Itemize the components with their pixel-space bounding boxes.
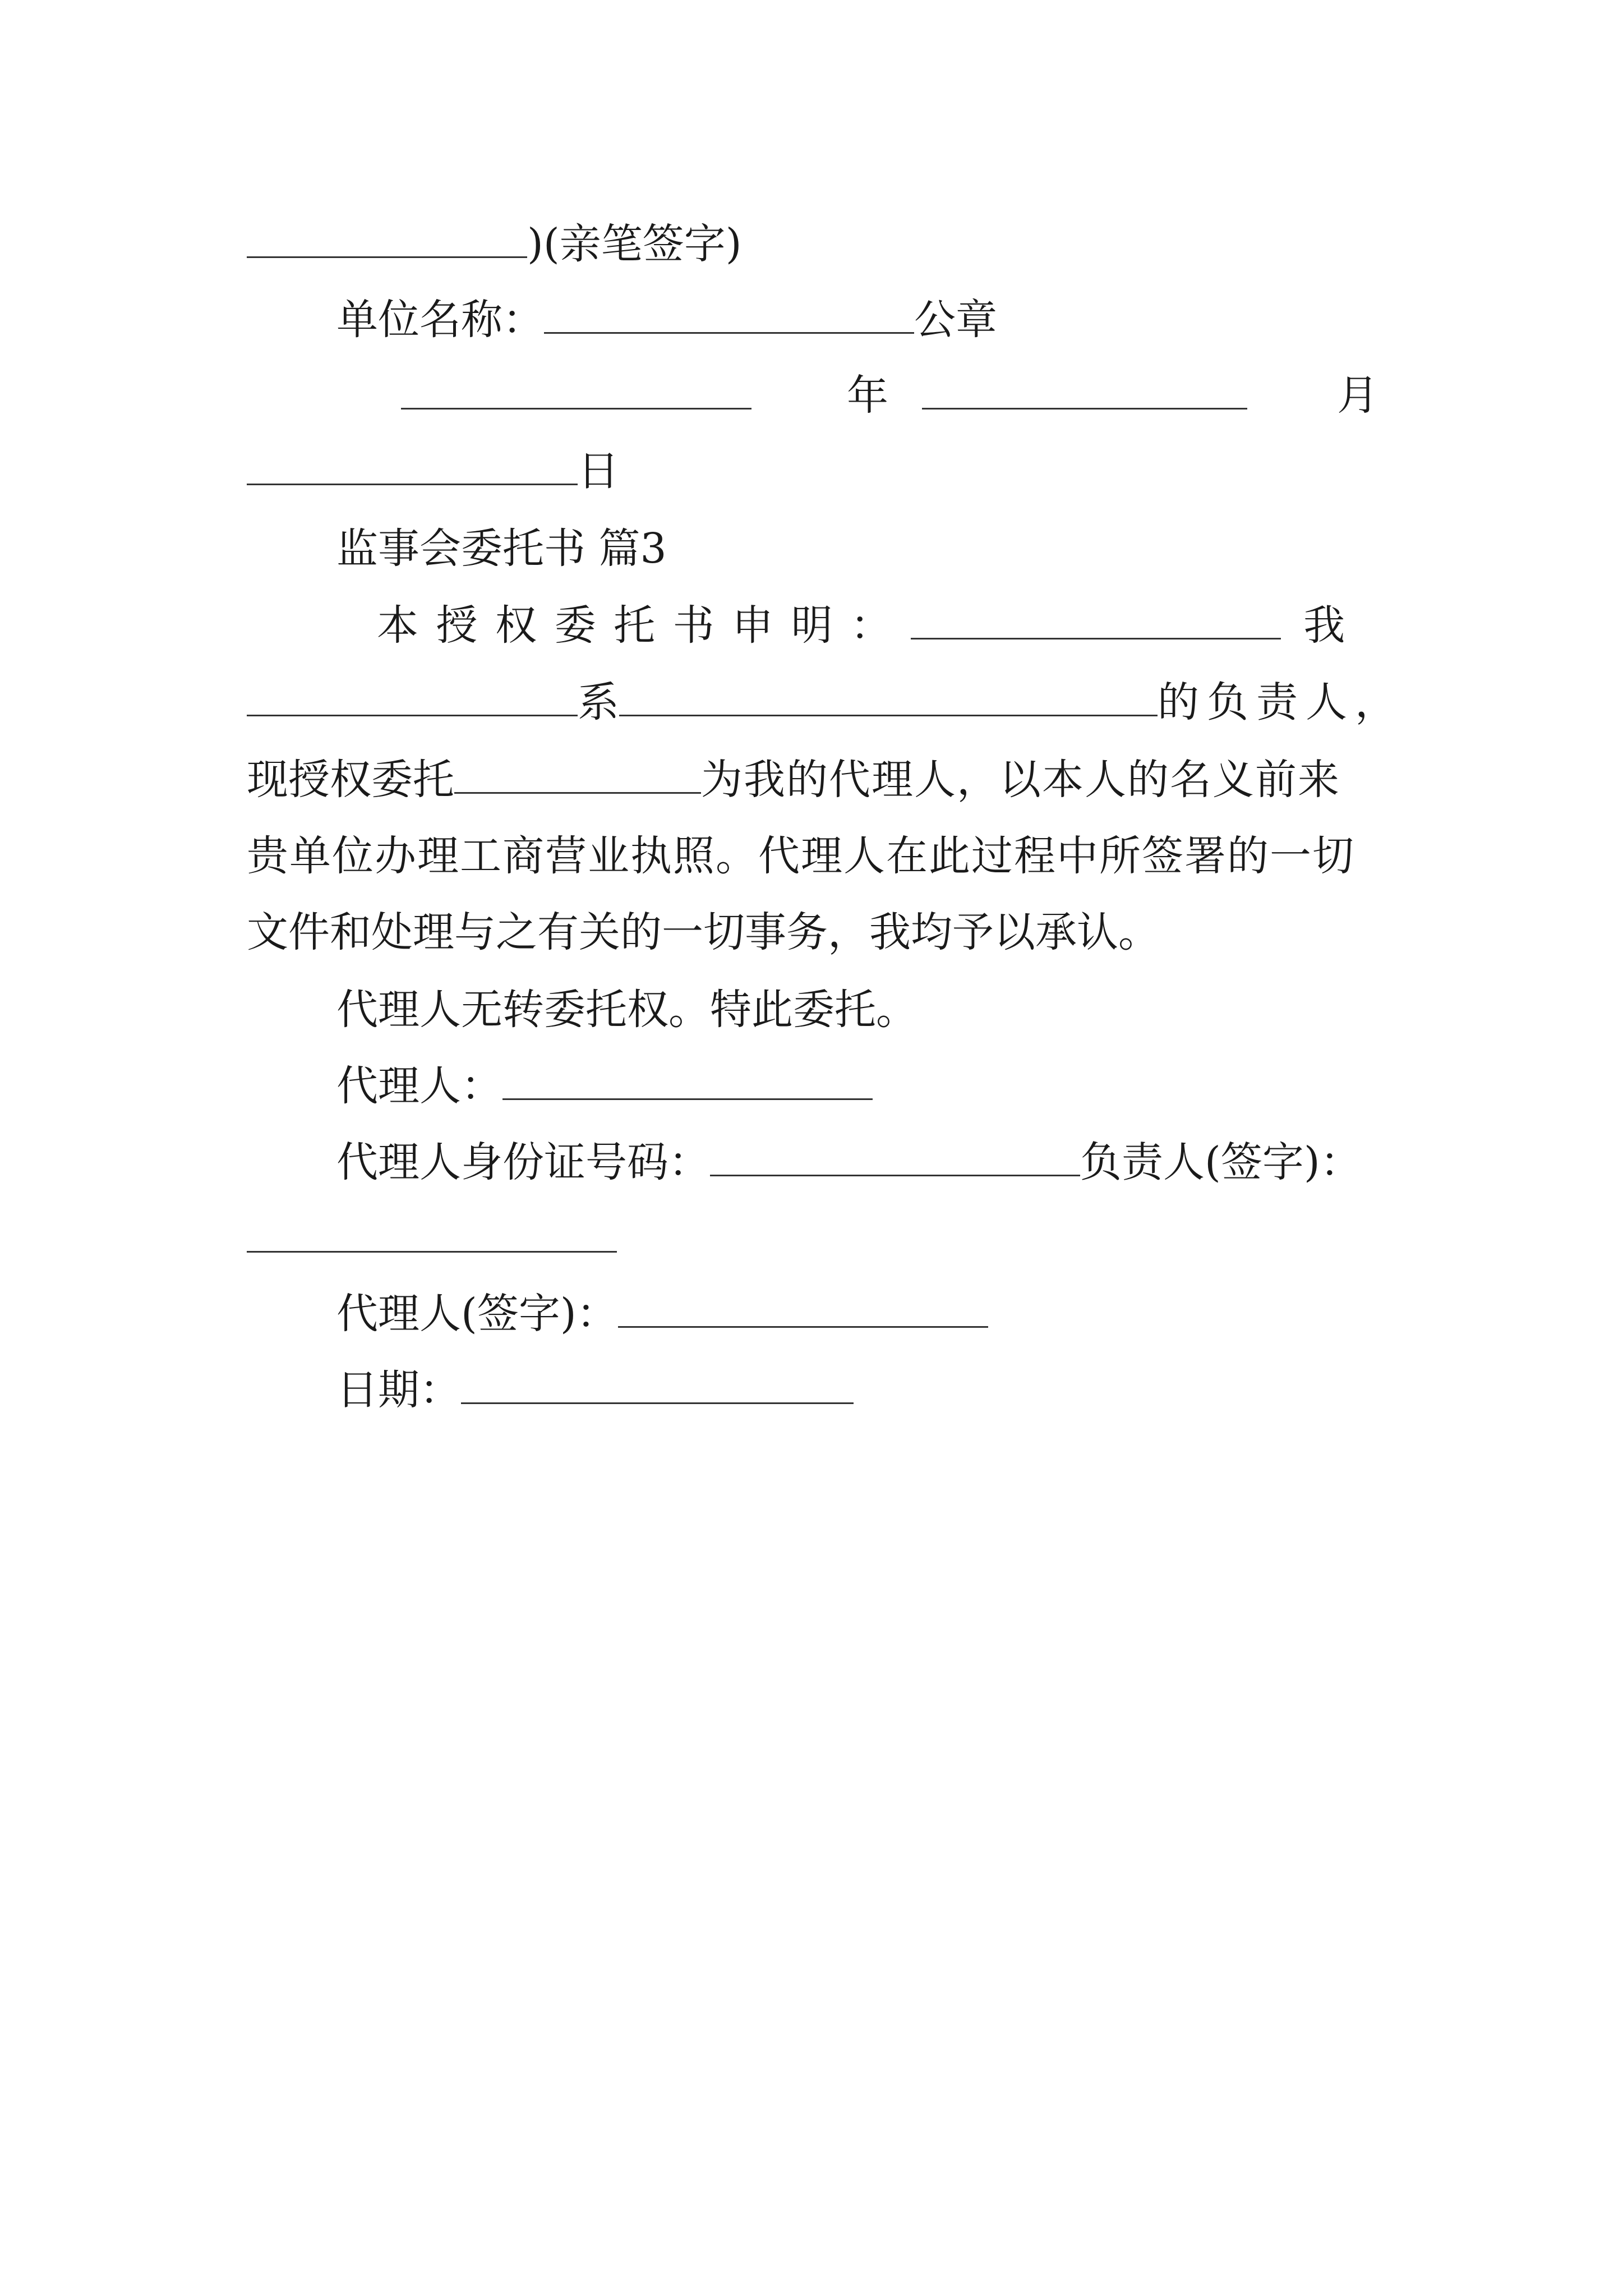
para1-line2-mid: 系 (578, 678, 619, 726)
agent-sign-blank[interactable] (618, 1290, 988, 1328)
signature-line (247, 216, 742, 272)
year-blank[interactable] (401, 372, 751, 409)
agent-id-blank[interactable] (710, 1139, 1080, 1176)
para1-line3-end: 为我的代理人，以本人的名义前来 (701, 756, 1340, 804)
agent-line (336, 1058, 873, 1114)
month-label: 月 (1337, 371, 1378, 420)
agent-blank[interactable] (502, 1062, 873, 1100)
agent-sign-label: 代理人(签字)： (336, 1290, 618, 1338)
declarant-name-blank[interactable] (247, 679, 578, 716)
principal-sign-label: 负责人(签字)： (1080, 1138, 1362, 1186)
date-label: 日期： (336, 1366, 461, 1414)
agent-id-line (336, 1134, 1362, 1190)
para1-line1 (377, 597, 1345, 654)
para1-line2-end: 的负责人， (1158, 678, 1404, 726)
para1-line5: 文件和处理与之有关的一切事务，我均予以承认。 (247, 908, 1160, 956)
month-blank[interactable] (922, 372, 1247, 409)
para1-line3 (247, 752, 1340, 808)
agent-label: 代理人： (336, 1062, 502, 1110)
para2: 代理人无转委托权。特此委托。 (336, 986, 917, 1034)
para1-line1-text: 本 授 权 委 托 书 申 明 ： (377, 601, 895, 650)
unit-name-blank[interactable] (544, 296, 914, 334)
para1-line3-start: 现授权委托 (247, 756, 454, 804)
principal-sign-blank[interactable] (247, 1215, 617, 1253)
agent-id-label: 代理人身份证号码： (336, 1138, 710, 1186)
unit-name-label: 单位名称： (336, 296, 544, 344)
company-blank[interactable] (619, 679, 1158, 716)
signature-blank[interactable] (247, 220, 527, 258)
section-title: 监事会委托书 篇3 (336, 524, 667, 573)
day-label: 日 (578, 447, 619, 495)
agent-name-blank[interactable] (454, 756, 701, 794)
year-label: 年 (847, 371, 888, 420)
declarant-blank[interactable] (911, 602, 1281, 639)
seal-label: 公章 (914, 296, 997, 344)
para1-line4: 贵单位办理工商营业执照。代理人在此过程中所签署的一切 (247, 832, 1355, 880)
signature-suffix: )(亲笔签字) (527, 220, 742, 268)
unit-name-line (336, 292, 997, 348)
day-blank[interactable] (247, 448, 578, 485)
date-line (336, 1362, 854, 1418)
date-blank[interactable] (461, 1366, 854, 1404)
day-line (247, 443, 619, 499)
agent-sign-line (336, 1286, 988, 1342)
date-blanks-line (401, 367, 1378, 424)
para1-line1-end: 我 (1303, 601, 1345, 650)
para1-line2 (247, 674, 1404, 730)
principal-sign-line (247, 1211, 617, 1267)
